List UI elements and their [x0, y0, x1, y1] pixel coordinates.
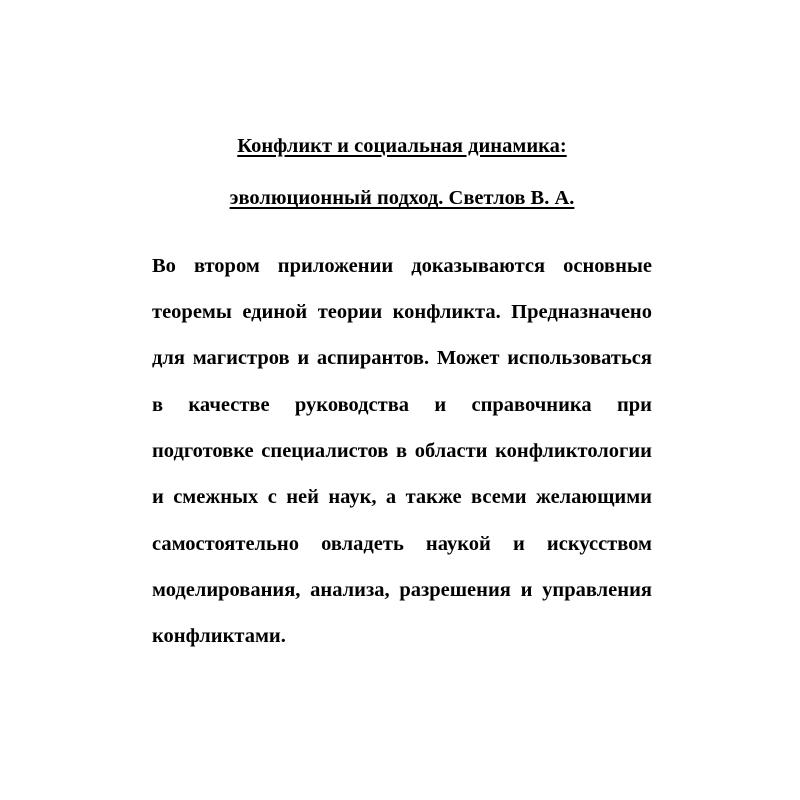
title-line-2: эволюционный подход. Светлов В. А. [229, 187, 575, 210]
document-title [152, 120, 652, 225]
document-content [152, 120, 652, 659]
body-paragraph: Во втором приложении доказываются основные теоремы единой теории конфликта. Предназначено для магистров и аспирантов. Может использоваться в качестве руководства и справочника при подготовке специалистов в области конфликтологии и смежных с ней наук, а также всеми желающими самостоятельно овладеть наукой и искусством моделирования, анализа, разрешения и управления конфликтами. [152, 254, 652, 648]
document-body [152, 243, 652, 660]
title-line-1: Конфликт и социальная динамика: [237, 135, 567, 157]
